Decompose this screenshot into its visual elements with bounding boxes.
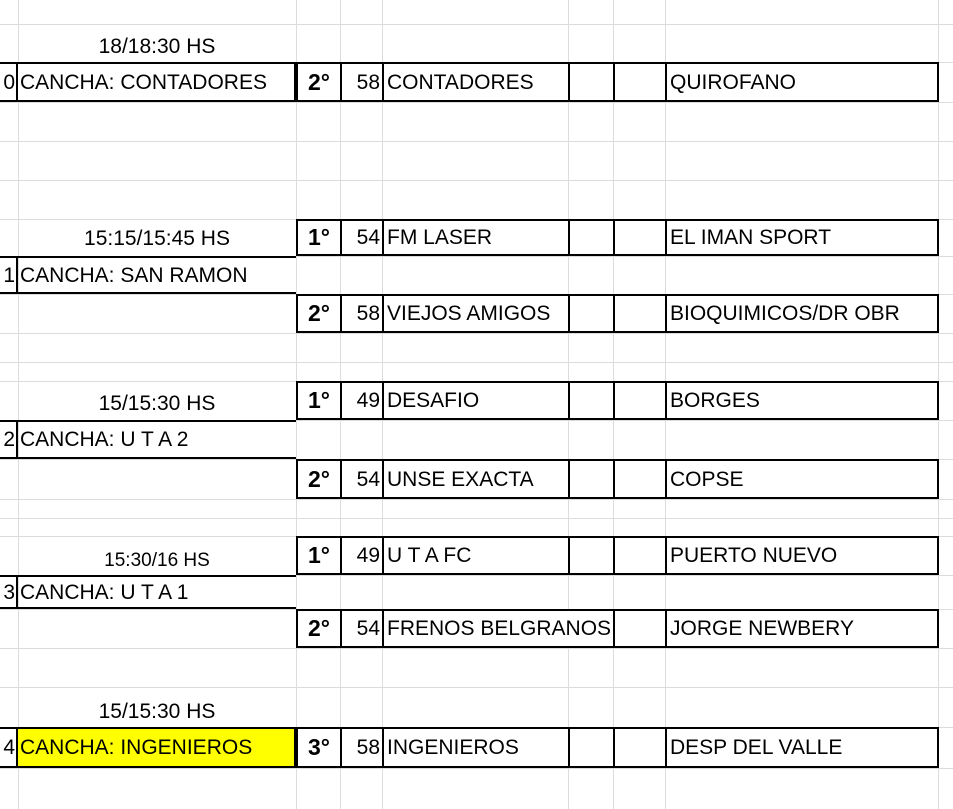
match-category: 58 xyxy=(342,729,384,766)
away-score[interactable] xyxy=(615,383,667,418)
home-team: FM LASER xyxy=(384,221,570,254)
match-order: 2° xyxy=(298,611,342,646)
field-index: 2 xyxy=(0,422,18,457)
field-index: 3 xyxy=(0,577,18,607)
away-score[interactable] xyxy=(615,296,667,331)
match-category: 58 xyxy=(342,296,384,331)
home-score[interactable] xyxy=(570,64,615,100)
row-gridline xyxy=(0,499,953,500)
home-team: DESAFIO xyxy=(384,383,570,418)
match-order: 1° xyxy=(298,538,342,573)
field-name: CANCHA: U T A 1 xyxy=(20,580,189,604)
match-order: 2° xyxy=(298,64,342,100)
away-team: PUERTO NUEVO xyxy=(670,544,838,567)
home-score[interactable] xyxy=(570,383,615,418)
row-gridline xyxy=(0,102,953,103)
home-score[interactable] xyxy=(570,729,615,766)
home-team: CONTADORES xyxy=(384,64,570,100)
away-team: JORGE NEWBERY xyxy=(670,617,854,640)
match-row[interactable] xyxy=(296,381,939,420)
away-score[interactable] xyxy=(615,611,667,646)
match-category: 54 xyxy=(342,611,384,646)
away-team: DESP DEL VALLE xyxy=(670,736,843,759)
match-category: 54 xyxy=(342,461,384,497)
match-row[interactable] xyxy=(296,219,939,256)
match-row[interactable] xyxy=(296,62,939,102)
home-team: INGENIEROS xyxy=(384,729,570,766)
home-team: U T A FC xyxy=(384,538,570,573)
home-score[interactable] xyxy=(570,538,615,573)
away-team: BORGES xyxy=(670,389,760,412)
row-gridline xyxy=(0,180,953,181)
match-order: 1° xyxy=(298,221,342,254)
field-cell[interactable] xyxy=(0,256,296,294)
home-score[interactable] xyxy=(570,296,615,331)
away-team: EL IMAN SPORT xyxy=(670,226,832,249)
field-cell[interactable] xyxy=(0,575,296,609)
away-score[interactable] xyxy=(615,221,667,254)
field-cell[interactable] xyxy=(0,62,296,102)
field-index: 1 xyxy=(0,258,18,292)
row-gridline xyxy=(0,518,953,519)
home-score[interactable] xyxy=(570,461,615,497)
row-gridline xyxy=(0,141,953,142)
away-team: COPSE xyxy=(670,467,744,491)
away-team: BIOQUIMICOS/DR OBR xyxy=(670,302,900,325)
match-category: 54 xyxy=(342,221,384,254)
field-name: CANCHA: CONTADORES xyxy=(20,70,267,94)
match-row[interactable] xyxy=(296,294,939,333)
away-team: QUIROFANO xyxy=(670,70,797,94)
home-score[interactable] xyxy=(570,221,615,254)
away-score[interactable] xyxy=(615,729,667,766)
match-order: 2° xyxy=(298,296,342,331)
match-order: 3° xyxy=(298,729,342,766)
away-score[interactable] xyxy=(615,64,667,100)
row-gridline xyxy=(0,768,953,769)
match-order: 2° xyxy=(298,461,342,497)
row-gridline xyxy=(0,648,953,649)
match-category: 49 xyxy=(342,383,384,418)
field-index: 4 xyxy=(0,729,18,766)
match-row[interactable] xyxy=(296,459,939,499)
row-gridline xyxy=(0,24,953,25)
match-time[interactable]: 15:30/16 HS xyxy=(104,549,210,571)
match-time[interactable]: 15:15/15:45 HS xyxy=(84,226,230,250)
row-gridline xyxy=(0,333,953,334)
row-gridline xyxy=(0,362,953,363)
row-gridline xyxy=(0,687,953,688)
home-team: FRENOS BELGRANOS xyxy=(384,611,615,646)
field-name: CANCHA: U T A 2 xyxy=(20,428,189,451)
match-category: 58 xyxy=(342,64,384,100)
field-cell[interactable] xyxy=(0,727,296,768)
match-category: 49 xyxy=(342,538,384,573)
match-time[interactable]: 15/15:30 HS xyxy=(98,391,216,415)
match-row[interactable] xyxy=(296,727,939,768)
away-score[interactable] xyxy=(615,538,667,573)
away-score[interactable] xyxy=(615,461,667,497)
match-time[interactable]: 15/15:30 HS xyxy=(98,699,216,723)
match-row[interactable] xyxy=(296,536,939,575)
match-order: 1° xyxy=(298,383,342,418)
match-row[interactable] xyxy=(296,609,939,648)
field-index: 0 xyxy=(0,64,18,100)
home-team: UNSE EXACTA xyxy=(384,461,570,497)
home-team: VIEJOS AMIGOS xyxy=(384,296,570,331)
field-name-highlighted: CANCHA: INGENIEROS xyxy=(18,729,294,766)
field-name: CANCHA: SAN RAMON xyxy=(20,263,248,287)
match-time[interactable]: 18/18:30 HS xyxy=(98,35,216,58)
field-cell[interactable] xyxy=(0,420,296,459)
